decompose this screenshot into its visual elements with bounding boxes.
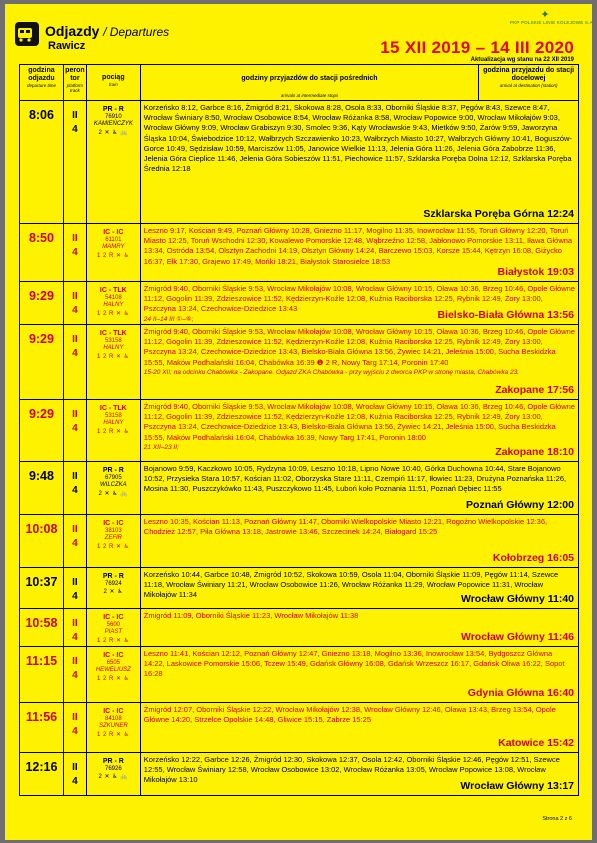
stops-cell: [141, 101, 579, 223]
destination-arrival: Gdynia Główna 16:40: [467, 687, 574, 699]
update-note: Aktualizacja wg stanu na 22 XII 2019: [470, 57, 574, 63]
departure-time: 9:29: [28, 289, 54, 303]
destination-arrival: Katowice 15:42: [498, 737, 574, 749]
platform-number: II: [72, 712, 78, 723]
table-header: [20, 65, 579, 101]
intermediate-stops: Korzeńsko 12:22, Garbce 12:26, Żmigród 12:30, Skokowa 12:37, Osola 12:42, Oborniki Śląskie 12:46, Pęgów 12:51, Szewce 12:55, Wrocław Świniary 12:58, Wrocław Osobowice 13:02, Wrocław Różanka 13:05, Wrocław Popowice 13:08, Wrocław Mikołajów 13:10: [143, 755, 560, 785]
track-number: 4: [72, 247, 78, 258]
train-number: 76924: [104, 580, 122, 587]
pkp-logo-text: PKP POLSKIE LINIE KOLEJOWE S.A.: [510, 20, 595, 25]
train-number: 53158: [104, 412, 122, 419]
service-icons: 1 2 R ✕ ♿: [97, 428, 130, 435]
platform-cell: [64, 515, 87, 567]
table-row: [20, 703, 579, 753]
service-icons: 1 2 R ✕ ♿: [97, 310, 130, 317]
departure-time: 11:15: [25, 654, 58, 668]
train-name: SZKUNER: [98, 723, 128, 729]
track-number: 4: [72, 670, 78, 681]
intermediate-stops: Żmigród 11:09, Oborniki Śląskie 11:23, Wrocław Mikołajów 11:38: [143, 611, 359, 620]
page-title: [45, 23, 169, 39]
track-number: 4: [72, 632, 78, 643]
departure-time: 9:29: [28, 407, 54, 421]
departure-time-cell: [20, 753, 64, 795]
train-category: IC - IC: [103, 229, 124, 236]
platform-number: II: [72, 656, 78, 667]
stops-cell: [141, 753, 579, 795]
departure-time: 8:50: [28, 231, 54, 245]
train-name: PIAST: [104, 629, 122, 635]
departure-time: 12:16: [25, 760, 58, 774]
departure-time-cell: [20, 325, 64, 399]
platform-cell: [64, 224, 87, 281]
platform-number: II: [72, 110, 78, 121]
destination-arrival: Wrocław Główny 11:46: [460, 631, 574, 643]
service-icons: 1 2 R ✕ ♿: [97, 543, 130, 550]
departure-time-cell: [20, 282, 64, 324]
table-row: [20, 325, 579, 400]
train-cell: [87, 703, 141, 752]
train-number: 38103: [104, 527, 122, 534]
train-icon: [15, 22, 39, 46]
stops-cell: [141, 282, 579, 324]
train-cell: [87, 224, 141, 281]
stops-cell: [141, 568, 579, 608]
platform-number: II: [72, 233, 78, 244]
track-number: 4: [72, 591, 78, 602]
platform-number: II: [72, 618, 78, 629]
train-number: 5600: [106, 621, 120, 628]
platform-cell: [64, 703, 87, 752]
platform-cell: [64, 282, 87, 324]
stops-cell: [141, 609, 579, 646]
platform-number: II: [72, 471, 78, 482]
platform-cell: [64, 568, 87, 608]
train-number: 76926: [104, 765, 122, 772]
table-row: [20, 753, 579, 796]
track-number: 4: [72, 124, 78, 135]
col-platform: peron tor platform track: [64, 65, 87, 100]
timetable-page: [5, 4, 595, 840]
train-name: KAMIEŃCZYK: [93, 121, 133, 127]
destination-arrival: Wrocław Główny 13:17: [460, 780, 574, 792]
train-cell: [87, 325, 141, 399]
platform-cell: [64, 325, 87, 399]
service-icons: 1 2 R ✕ ♿: [97, 637, 130, 644]
train-number: 54108: [104, 294, 122, 301]
destination-arrival: Szklarska Poręba Górna 12:24: [423, 208, 574, 220]
stops-cell: [141, 703, 579, 752]
intermediate-stops: Żmigród 9:40, Oborniki Śląskie 9:53, Wrocław Mikołajów 10:08, Wrocław Główny 10:15, Oława 10:36, Brzeg 10:46, Opole Główne 11:12, Gogolin 11:39, Zdzieszowice 11:52, Kędzierzyn-Koźle 12:08, Kuźnia Raciborska 12:25, Rybnik 12:49, Żory 13:00, Pszczyna 13:24, Czechowice-Dziedzice 13:43: [143, 284, 575, 314]
departure-time-cell: [20, 224, 64, 281]
pkp-wings-icon: ✦: [540, 9, 550, 21]
track-number: 4: [72, 485, 78, 496]
train-category: IC - TLK: [99, 405, 127, 412]
platform-cell: [64, 462, 87, 514]
train-category: PR - R: [102, 467, 124, 474]
intermediate-stops: Leszno 9:17, Kościan 9:49, Poznań Główny 10:28, Gniezno 11:17, Mogilno 11:35, Inowrocław 11:55, Toruń Główny 12:20, Toruń Miasto 12:25, Toruń Wschodni 12:30, Kowalewo Pomorskie 12:48, Wąbrzeźno 12:58, Jabłonowo Pomorskie 13:11, Iława Główna 13:34, Ostróda 13:54, Olsztyn Zachodni 14:19, Olsztyn Główny 14:24, Barczewo 15:03, Korsze 15:44, Kętrzyn 16:08, Giżycko 16:37, Ełk 17:30, Grajewo 17:49, Mońki 18:21, Białystok Starosielce 18:53: [143, 226, 573, 266]
train-number: 84108: [104, 715, 122, 722]
train-category: PR - R: [102, 573, 124, 580]
destination-arrival: Wrocław Główny 11:40: [460, 593, 574, 605]
destination-arrival: Zakopane 17:56: [495, 384, 574, 396]
table-row: [20, 101, 579, 224]
station-name: Rawicz: [48, 40, 86, 52]
stops-cell: [141, 647, 579, 702]
departure-time-cell: [20, 400, 64, 461]
train-name: WILCZKA: [99, 482, 127, 488]
departure-time-cell: [20, 647, 64, 702]
departure-time-cell: [20, 609, 64, 646]
service-icons: 2 ✕ ♿ 🚲: [98, 774, 129, 780]
train-name: ZEFIR: [104, 535, 122, 541]
train-name: HEWELIUSZ: [95, 667, 131, 673]
table-row: [20, 282, 579, 325]
platform-number: II: [72, 409, 78, 420]
destination-arrival: Poznań Główny 12:00: [466, 499, 574, 511]
train-cell: [87, 515, 141, 567]
departure-time: 9:29: [28, 332, 54, 346]
train-cell: [87, 609, 141, 646]
col-time: godzina odjazdu departure time: [20, 65, 64, 100]
departure-time-cell: [20, 568, 64, 608]
departure-time: 10:58: [25, 616, 58, 630]
table-row: [20, 224, 579, 282]
intermediate-stops: Leszno 11:41, Kościan 12:12, Poznań Główny 12:47, Gniezno 13:18, Mogilno 13:36, Inowrocław 13:54, Bydgoszcz Główna 14:22, Laskowice Pomorskie 15:06, Tczew 15:49, Gdańsk Główny 16:08, Gdańsk Wrzeszcz 16:17, Gdańsk Oliwa 16:22, Sopot 16:28: [143, 649, 565, 679]
service-icons: 2 ✕ ♿ 🚲: [98, 129, 129, 136]
train-category: PR - R: [102, 758, 124, 765]
train-category: IC - TLK: [99, 330, 127, 337]
stops-cell: [141, 515, 579, 567]
track-number: 4: [72, 776, 78, 787]
service-icons: 1 2 R ✕ ♿: [97, 252, 130, 259]
service-icons: 2 ✕ ♿: [103, 589, 124, 595]
stops-cell: [141, 400, 579, 461]
platform-cell: [64, 101, 87, 223]
platform-cell: [64, 400, 87, 461]
train-category: IC - IC: [103, 652, 124, 659]
departure-time: 10:08: [25, 522, 58, 536]
intermediate-stops: Żmigród 12:07, Oborniki Śląskie 12:22, Wrocław Mikołajów 12:38, Wrocław Główny 12:46, Oława 13:43, Brzeg 13:54, Opole Główne 14:20, Strzelce Opolskie 14:48, Gliwice 15:15, Zabrze 15:25: [143, 705, 556, 725]
platform-cell: [64, 753, 87, 795]
departure-time-cell: [20, 703, 64, 752]
intermediate-stops: Leszno 10:35, Kościan 11:13, Poznań Główny 11:47, Oborniki Wielkopolskie Miasto 12:21, Rogoźno Wielkopolskie 12:36, Chodzież 12:57, Piła Główna 13:18, Jastrowie 13:46, Szczecinek 14:24, Białogard 15:25: [143, 517, 548, 537]
stops-cell: [141, 462, 579, 514]
train-number: 6505: [106, 659, 120, 666]
train-name: HALNY: [103, 302, 124, 308]
train-name: HALNY: [103, 420, 124, 426]
platform-number: II: [72, 334, 78, 345]
train-number: 53158: [104, 337, 122, 344]
intermediate-stops: Korzeńsko 8:12, Garbce 8:16, Żmigród 8:21, Skokowa 8:28, Osola 8:33, Oborniki Śląskie 8:37, Pęgów 8:43, Szewce 8:47, Wrocław Świniary 8:50, Wrocław Osobowice 8:54, Wrocław Różanka 8:58, Wrocław Popowice 9:00, Wrocław Mikołajów 9:03, Wrocław Główny 9:09, Wrocław Grabiszyn 9:30, Smolec 9:36, Kąty Wrocławskie 9:43, Mietków 9:50, Żarów 9:59, Jaworzyna Śląska 10:04, Świebodzice 10:12, Wałbrzych Szczawienko 10:23, Wałbrzych Miasto 10:27, Wałbrzych Główny 10:41, Boguszów-Gorce 10:49, Sędzisław 10:59, Marciszów 11:05, Janowice Wielkie 11:13, Jelenia Góra 11:26, Jelenia Góra Zabobrze 11:36, Jelenia Góra Cieplice 11:46, Jelenia Góra Sobieszów 11:51, Piechowice 11:57, Szklarska Poręba Dolna 12:12, Szklarska Poręba Średnia 12:18: [143, 103, 572, 174]
train-category: IC - TLK: [99, 287, 127, 294]
departure-time-cell: [20, 515, 64, 567]
service-icons: 1 2 R ✕ ♿: [97, 731, 130, 738]
service-icons: 2 ✕ ♿ 🚲: [98, 490, 129, 497]
departure-time-cell: [20, 101, 64, 223]
departure-time-cell: [20, 462, 64, 514]
service-note: 24 II–14 III ①–⑥;: [143, 315, 194, 323]
service-icons: 1 2 R ✕ ♿: [97, 353, 130, 360]
title-pl: Odjazdy: [45, 23, 100, 39]
stops-cell: [141, 325, 579, 399]
platform-number: II: [72, 291, 78, 302]
intermediate-stops: Żmigród 9:40, Oborniki Śląskie 9:53, Wrocław Mikołajów 10:08, Wrocław Główny 10:15, Oława 10:36, Brzeg 10:46, Opole Główne 11:12, Gogolin 11:39, Zdzieszowice 11:52, Kędzierzyn-Koźle 12:08, Kuźnia Raciborska 12:25, Rybnik 12:49, Żory 13:00, Pszczyna 13:24, Czechowice-Dziedzice 13:43, Bielsko-Biała Główna 13:56, Żywiec 14:21, Jeleśnia 15:00, Sucha Beskidzka 15:55, Maków Podhalański 16:04, Chabówka 16:39 ❶ 2 R, Nowy Targ 17:14, Poronin 17:40: [143, 327, 575, 367]
page-number: Strona 2 z 6: [542, 816, 572, 822]
track-number: 4: [72, 726, 78, 737]
destination-arrival: Białystok 19:03: [497, 266, 574, 278]
col-stops: godziny przyjazdów do stacji pośrednich arrivals at intermediate stops: [141, 65, 479, 100]
destination-arrival: Bielsko-Biała Główna 13:56: [437, 309, 574, 321]
train-cell: [87, 753, 141, 795]
train-cell: [87, 400, 141, 461]
train-category: PR - R: [102, 106, 124, 113]
table-row: [20, 609, 579, 647]
intermediate-stops: Bojanowo 9:59, Kaczkowo 10:05, Rydzyna 10:09, Leszno 10:18, Lipno Nowe 10:40, Górka Duchowna 10:44, Stare Bojanowo 10:52, Przysieka Stara 10:57, Kościan 11:02, Oborzyska Stare 11:11, Czempiń 11:17, Iłowiec 11:23, Drużyna Poznańska 11:26, Mosina 11:30, Puszczykówko 11:43, Puszczykowo 11:45, Luboń koło Poznania 11:51, Poznań Dębiec 11:55: [143, 464, 567, 494]
platform-number: II: [72, 524, 78, 535]
stops-cell: [141, 224, 579, 281]
table-row: [20, 400, 579, 462]
col-train: pociąg train: [87, 65, 141, 100]
train-cell: [87, 282, 141, 324]
platform-number: II: [72, 762, 78, 773]
platform-cell: [64, 647, 87, 702]
train-name: MAMRY: [102, 244, 125, 250]
destination-arrival: Zakopane 18:10: [495, 446, 574, 458]
table-row: [20, 462, 579, 515]
table-row: [20, 568, 579, 609]
train-number: 76910: [104, 113, 122, 120]
train-cell: [87, 462, 141, 514]
departure-time: 9:48: [28, 469, 54, 483]
train-number: 61101: [105, 236, 122, 243]
train-cell: [87, 568, 141, 608]
departure-time: 8:06: [28, 108, 54, 122]
departure-time: 10:37: [25, 575, 58, 589]
train-number: 67905: [104, 474, 122, 481]
track-number: 4: [72, 423, 78, 434]
pkp-logo: [510, 9, 595, 25]
service-icons: 1 2 R ✕ ♿: [97, 675, 130, 682]
intermediate-stops: Korzeńsko 10:44, Garbce 10:48, Żmigród 10:52, Skokowa 10:59, Osola 11:04, Oborniki Śląskie 11:09, Pęgów 11:14, Szewce 11:18, Wrocław Świniary 11:21, Wrocław Osobowice 11:26, Wrocław Różanka 11:29, Wrocław Popowice 11:31, Wrocław Mikołajów 11:34: [143, 570, 559, 600]
service-note: 15-20 XII; na odcinku Chabówka - Zakopane. Odjazd ZKA Chabówka - przy wyjściu z dworca PKP w stronę miasta, Chabówka 23.: [143, 368, 520, 376]
train-name: HALNY: [103, 345, 124, 351]
track-number: 4: [72, 538, 78, 549]
title-en: / Departures: [103, 25, 170, 39]
train-cell: [87, 101, 141, 223]
track-number: 4: [72, 305, 78, 316]
validity-period: 15 XII 2019 – 14 III 2020: [380, 38, 574, 57]
platform-cell: [64, 609, 87, 646]
service-note: 21 XII–23 II;: [143, 443, 179, 451]
table-row: [20, 515, 579, 568]
col-destination: godzina przyjazdu do stacji docelowej arrival at destination (station): [479, 65, 579, 100]
departure-time: 11:56: [25, 710, 58, 724]
train-cell: [87, 647, 141, 702]
track-number: 4: [72, 348, 78, 359]
platform-number: II: [72, 577, 78, 588]
table-row: [20, 647, 579, 703]
intermediate-stops: Żmigród 9:40, Oborniki Śląskie 9:53, Wrocław Mikołajów 10:08, Wrocław Główny 10:15, Oława 10:36, Brzeg 10:46, Opole Główne 11:12, Gogolin 11:39, Zdzieszowice 11:52, Kędzierzyn-Koźle 12:08, Kuźnia Raciborska 12:25, Rybnik 12:49, Żory 13:00, Pszczyna 13:24, Czechowice-Dziedzice 13:43, Bielsko-Biała Główna 13:56, Żywiec 14:21, Jeleśnia 15:00, Sucha Beskidzka 15:55, Maków Podhalański 16:04, Chabówka 16:39, Nowy Targ 17:41, Poronin 18:00: [143, 402, 575, 442]
departures-table: [19, 64, 579, 796]
train-category: IC - IC: [103, 614, 124, 621]
train-category: IC - IC: [103, 708, 124, 715]
train-category: IC - IC: [103, 520, 124, 527]
destination-arrival: Kołobrzeg 16:05: [492, 552, 574, 564]
